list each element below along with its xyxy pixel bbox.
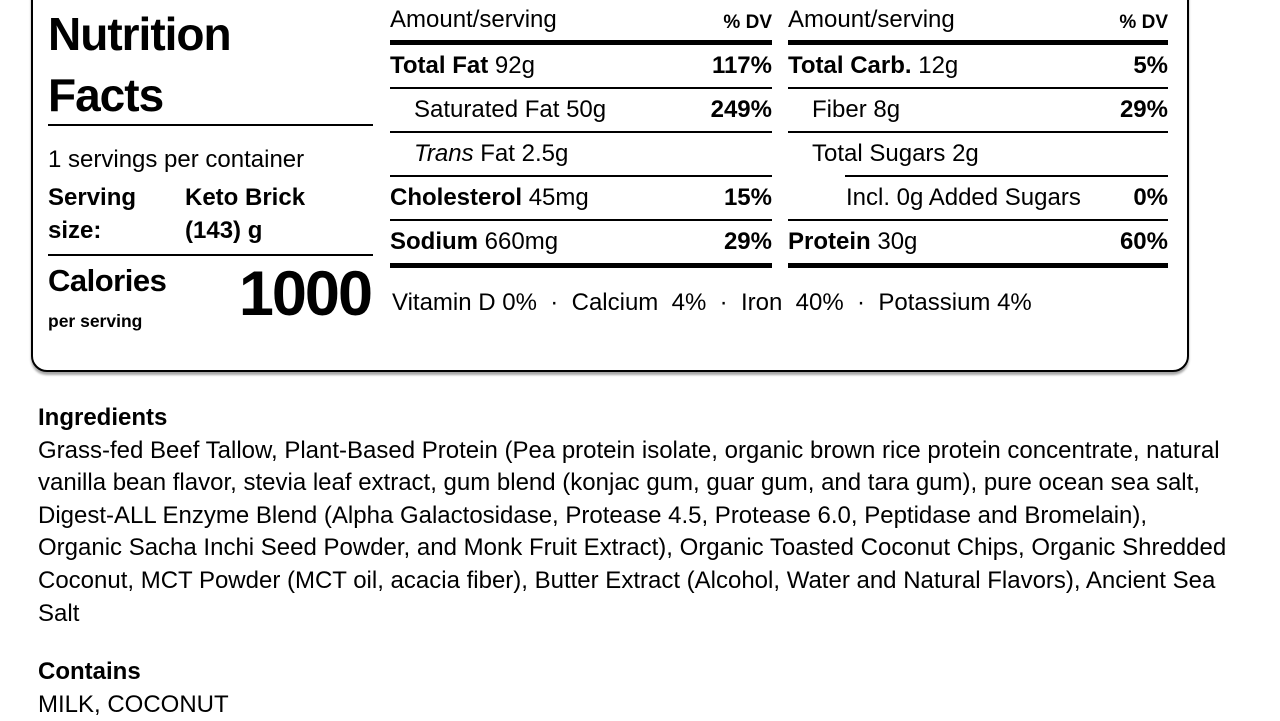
nutrient-bold: Sodium bbox=[390, 228, 478, 255]
label-left-column bbox=[48, 0, 373, 360]
nutrient-amount: 12g bbox=[911, 52, 959, 79]
nutrient-name bbox=[788, 52, 958, 80]
thick-divider bbox=[788, 263, 1168, 268]
serving-size-value-line1: Keto Brick bbox=[185, 184, 306, 211]
nutrient-name bbox=[788, 184, 1081, 212]
label-title-line2: Facts bbox=[48, 69, 164, 121]
nutrient-row-added-sugars bbox=[788, 177, 1168, 221]
serving-size-label-line1: Serving bbox=[48, 184, 137, 211]
contains-block bbox=[38, 656, 1234, 721]
divider bbox=[48, 124, 373, 126]
ingredients-text: Grass-fed Beef Tallow, Plant-Based Protein (Pea protein isolate, organic brown rice protein concentrate, natural vanilla bean flavor, stevia leaf extract, gum blend (konjac gum, guar gum, and tara gum), pure ocean sea salt, Digest-ALL Enzyme Blend (Alpha Galactosidase, Protease 4.5, Protease 6.0, Peptidase and Bromelain), Organic Sacha Inchi Seed Powder, and Monk Fruit Extract), Organic Toasted Coconut Chips, Organic Shredded Coconut, MCT Powder (MCT oil, acacia fiber), Butter Extract (Alcohol, Water and Natural Flavors), Ancient Sea Salt bbox=[38, 436, 1227, 627]
serving-size bbox=[48, 181, 305, 247]
nutrient-row-sodium bbox=[390, 221, 772, 263]
nutrient-bold: Cholesterol bbox=[390, 184, 523, 211]
nutrient-amount: 45mg bbox=[522, 184, 589, 211]
nutrient-row-protein bbox=[788, 221, 1168, 263]
nutrient-row-total-carb bbox=[788, 45, 1168, 89]
nutrient-amount: Incl. 0g Added Sugars bbox=[846, 184, 1081, 211]
nutrient-name bbox=[788, 96, 900, 124]
lower-text-block bbox=[38, 402, 1234, 721]
nutrient-bold: Total Carb. bbox=[788, 52, 912, 79]
calories-sublabel: per serving bbox=[48, 311, 143, 331]
nutrient-amount: Fiber 8g bbox=[812, 96, 901, 123]
nutrient-amount: Total Sugars 2g bbox=[812, 140, 979, 167]
servings-per-container: 1 servings per container bbox=[48, 146, 305, 173]
nutrient-dv: 29% bbox=[723, 228, 772, 255]
nutrient-column-carb bbox=[788, 0, 1168, 268]
nutrient-name bbox=[390, 96, 606, 124]
nutrient-dv: 29% bbox=[1119, 96, 1168, 123]
amount-serving-header: Amount/serving bbox=[390, 6, 557, 33]
nutrient-name bbox=[390, 140, 568, 168]
contains-heading: Contains bbox=[38, 658, 141, 686]
divider bbox=[48, 254, 373, 256]
nutrient-row-fiber bbox=[788, 89, 1168, 133]
nutrient-italic: Trans bbox=[414, 140, 474, 167]
serving-size-value-line2: (143) g bbox=[185, 217, 263, 244]
nutrient-amount: 660mg bbox=[478, 228, 559, 255]
micronutrients-line: Vitamin D 0% · Calcium 4% · Iron 40% · Potassium 4% bbox=[392, 289, 1032, 316]
nutrient-dv: 15% bbox=[723, 184, 772, 211]
column-header bbox=[788, 0, 1168, 40]
nutrient-name bbox=[788, 140, 979, 168]
nutrient-bold: Protein bbox=[788, 228, 871, 255]
label-title-line1: Nutrition bbox=[48, 8, 231, 60]
calories-label: Calories bbox=[48, 263, 167, 298]
nutrient-dv: 117% bbox=[711, 52, 772, 79]
contains-text: MILK, COCONUT bbox=[38, 690, 229, 718]
nutrient-dv: 60% bbox=[1119, 228, 1168, 255]
nutrient-dv: 5% bbox=[1133, 52, 1168, 79]
serving-size-value bbox=[185, 181, 305, 247]
dv-header: % DV bbox=[723, 12, 772, 33]
nutrient-row-total-sugars bbox=[788, 133, 1168, 177]
serving-size-label bbox=[48, 181, 185, 247]
nutrient-name bbox=[390, 184, 589, 212]
nutrient-name bbox=[390, 228, 558, 256]
calories-value: 1000 bbox=[238, 259, 371, 329]
nutrient-amount: Saturated Fat 50g bbox=[414, 96, 607, 123]
nutrient-amount: Fat 2.5g bbox=[473, 140, 569, 167]
nutrient-row-total-fat bbox=[390, 45, 772, 89]
nutrient-column-fat bbox=[390, 0, 772, 268]
nutrient-amount: 92g bbox=[488, 52, 535, 79]
nutrient-dv: 249% bbox=[710, 96, 772, 123]
column-header bbox=[390, 0, 772, 40]
nutrient-name bbox=[788, 228, 917, 256]
label-title bbox=[48, 4, 231, 126]
serving-size-label-line2: size: bbox=[48, 217, 102, 244]
nutrient-row-saturated-fat bbox=[390, 89, 772, 133]
thick-divider bbox=[390, 263, 772, 268]
nutrient-dv: 0% bbox=[1133, 184, 1168, 211]
ingredients-heading: Ingredients bbox=[38, 404, 168, 431]
nutrient-amount: 30g bbox=[870, 228, 918, 255]
nutrient-row-trans-fat bbox=[390, 133, 772, 177]
dv-header: % DV bbox=[1119, 12, 1168, 33]
nutrient-bold: Total Fat bbox=[390, 52, 489, 79]
nutrient-row-cholesterol bbox=[390, 177, 772, 221]
nutrient-name bbox=[390, 52, 535, 80]
amount-serving-header: Amount/serving bbox=[788, 6, 955, 33]
